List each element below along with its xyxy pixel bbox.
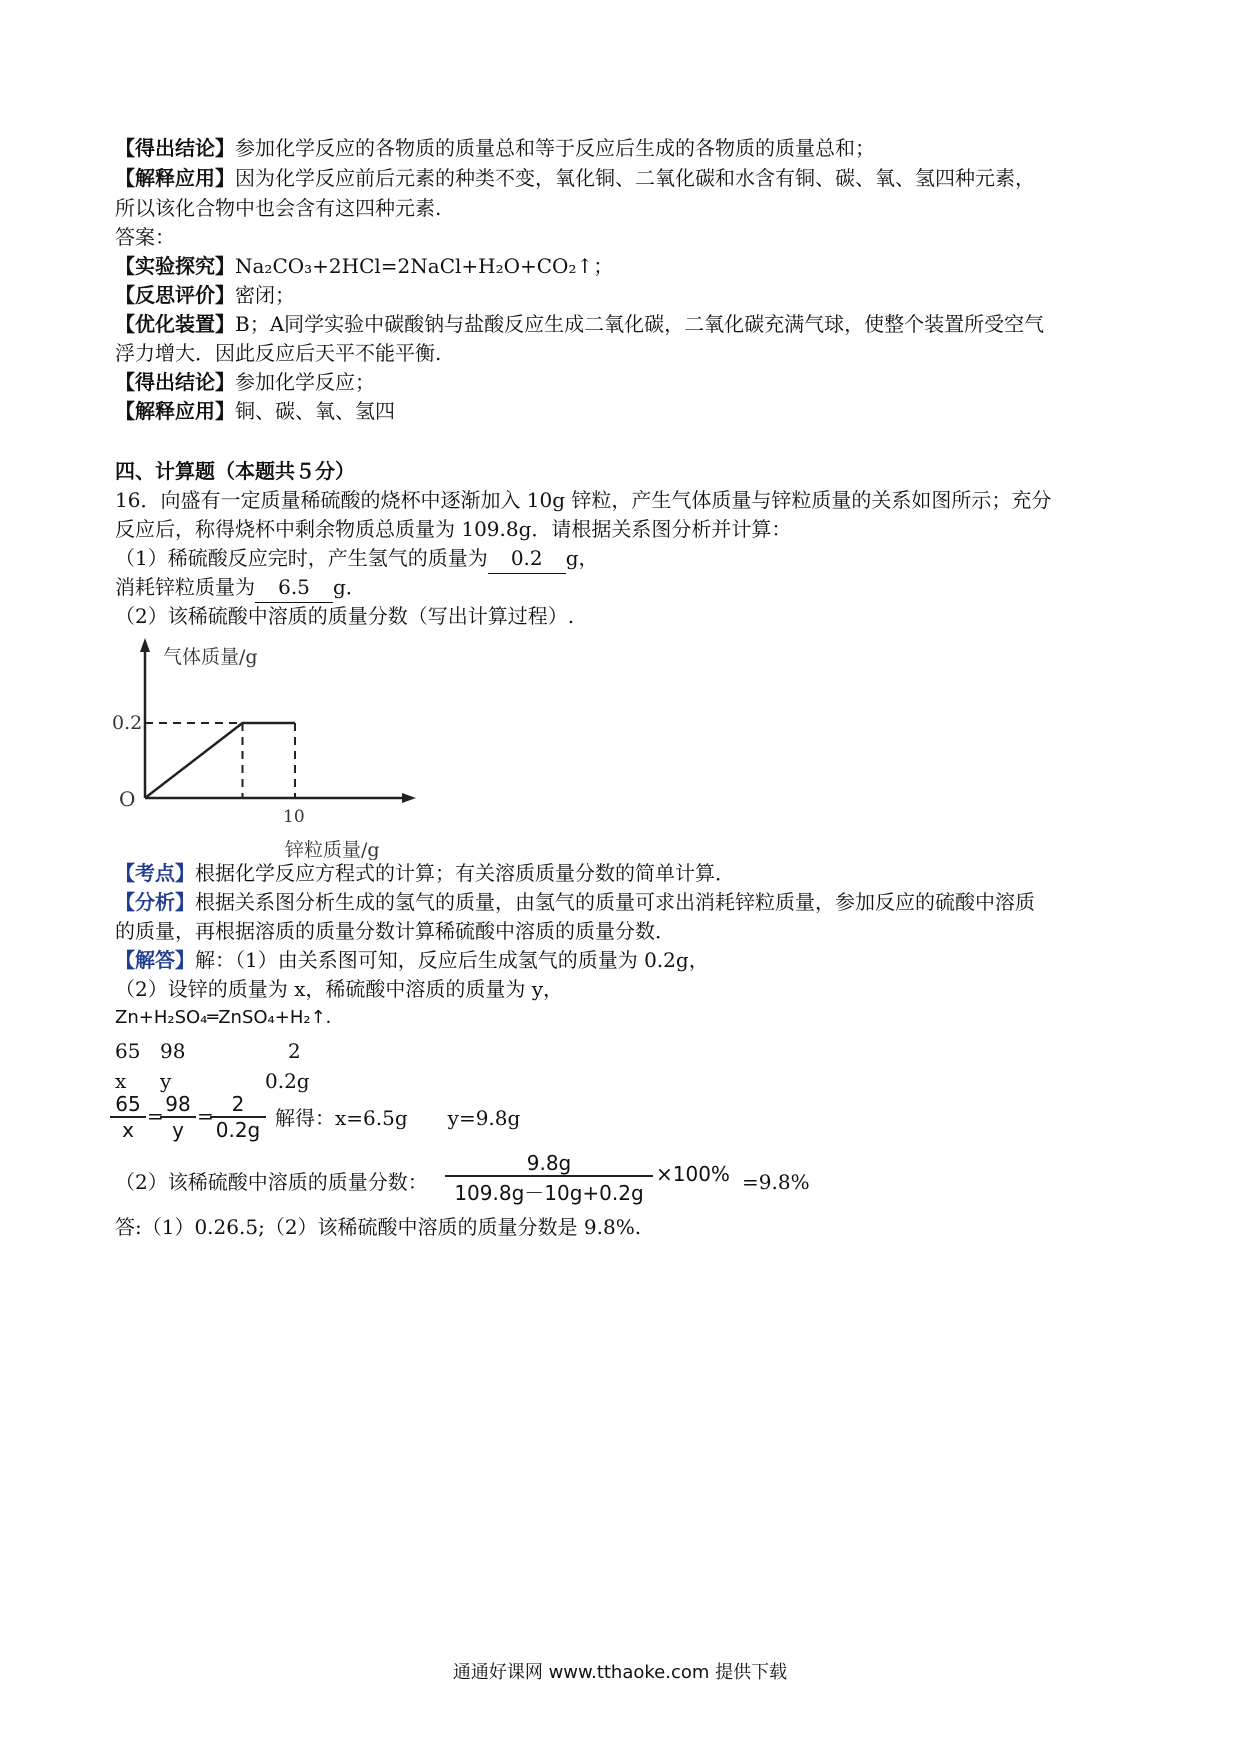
fraction-2-02g [210,1092,266,1142]
tag: 【得出结论】 [115,370,235,394]
numerator: 9.8g [445,1151,653,1177]
x-tick-label: 10 [283,807,305,827]
text: 参加化学反应的各物质的质量总和等于反应后生成的各物质的质量总和； [235,136,875,160]
mass-fraction-expression [445,1151,653,1206]
kaodian-line [115,858,735,888]
calc-result: =9.8% [742,1170,810,1194]
question-line-2: 反应后，称得烧杯中剩余物质总质量为 109.8g．请根据关系图分析并计算： [115,517,792,541]
x-axis-label: 锌粒质量/g [285,839,380,860]
text: Na₂CO₃+2HCl=2NaCl+H₂O+CO₂↑； [235,254,614,278]
mass-h2: 2 [288,1039,301,1063]
question-line-1: 16．向盛有一定质量稀硫酸的烧杯中逐渐加入 10g 锌粒，产生气体质量与锌粒质量的关系如图所示；充分 [115,488,1052,512]
times-100-percent: ×100% [656,1162,730,1186]
text: 参加化学反应； [235,370,375,394]
tag: 【实验探究】 [115,254,235,278]
jieda-tag: 【解答】 [115,948,195,972]
text: 密闭； [235,283,295,307]
mass-zn: 65 [115,1039,141,1063]
numerator: 65 [110,1092,146,1118]
footer-credit: 通通好课网 www.tthaoke.com 提供下载 [452,1662,788,1683]
reaction-equation: Zn+H₂SO₄═ZnSO₄+H₂↑． [115,1007,344,1028]
text: 因为化学反应前后元素的种类不变，氧化铜、二氧化碳和水含有铜、碳、氧、氢四种元素， [235,166,1035,190]
y-tick-label: 0.2 [112,712,143,734]
equals-sign: = [147,1104,164,1128]
molar-mass-row [115,1036,415,1066]
tag: 【解释应用】 [115,166,235,190]
q1b-answer-blank: 6.5 [255,572,333,603]
tag: 【解释应用】 [115,399,235,423]
series-line [145,723,295,798]
y-axis-arrow [140,638,150,652]
equals-sign: = [197,1104,214,1128]
answer-label: 答案： [115,225,175,249]
question-part-2: （2）该稀硫酸中溶质的质量分数（写出计算过程）. [115,604,575,628]
q1-post: g， [565,546,599,570]
x-axis-arrow [402,793,416,803]
tag: 【反思评价】 [115,283,235,307]
kaodian-tag: 【考点】 [115,861,195,885]
q1-pre: （1）稀硫酸反应完时，产生氢气的质量为 [115,546,488,570]
denominator: 0.2g [215,1118,261,1142]
text: 铜、碳、氧、氢四 [235,399,395,423]
tag: 【得出结论】 [115,136,235,160]
fenxi-tag: 【分析】 [115,890,195,914]
denominator: 109.8g－10g+0.2g [454,1181,644,1205]
final-answer: 答:（1）0.26.5;（2）该稀硫酸中溶质的质量分数是 9.8%. [115,1215,642,1239]
var-x: x [115,1069,127,1093]
application-line [115,163,1035,193]
mass-h2so4: 98 [160,1039,186,1063]
kaodian-text: 根据化学反应方程式的计算；有关溶质质量分数的简单计算． [195,861,735,885]
fenxi-line-cont: 的质量，再根据溶质的质量分数计算稀硫酸中溶质的质量分数． [115,919,675,943]
q1b-pre: 消耗锌粒质量为 [115,575,255,599]
fraction-65-x [110,1092,146,1142]
text: B；A同学实验中碳酸钠与盐酸反应生成二氧化碳，二氧化碳充满气球，使整个装置所受空气 [235,312,1045,336]
numerator: 98 [160,1092,196,1118]
denominator: y [172,1118,184,1142]
denominator: x [122,1118,134,1142]
fraction-98-y [160,1092,196,1142]
numerator: 2 [210,1092,266,1118]
question-part-1 [115,543,599,573]
q1-answer-blank: 0.2 [488,543,566,574]
answer-reflection [115,280,295,310]
var-h2: 0.2g [265,1069,310,1093]
jieda-line-2: （2）设锌的质量为 x，稀硫酸中溶质的质量为 y， [115,977,564,1001]
question-part-1b [115,572,366,602]
var-y: y [160,1069,172,1093]
jieda-text: 解：（1）由关系图可知，反应后生成氢气的质量为 0.2g， [195,948,709,972]
answer-conclusion [115,367,375,397]
y-axis-label: 气体质量/g [163,646,258,668]
application-line-cont: 所以该化合物中也会含有这四种元素. [115,196,442,220]
tag: 【优化装置】 [115,312,235,336]
fenxi-text: 根据关系图分析生成的氢气的质量，由氢气的质量可求出消耗锌粒质量，参加反应的硫酸中溶质 [195,890,1035,914]
section-heading: 四、计算题（本题共５分） [115,459,355,483]
q1b-post: g． [333,575,366,599]
solve-result: 解得：x=6.5g y=9.8g [275,1106,521,1130]
answer-application [115,396,395,426]
jieda-line [115,945,709,975]
conclusion-line [115,133,875,163]
fenxi-line [115,887,1035,917]
zinc-hydrogen-chart [110,630,440,860]
answer-experiment [115,251,613,281]
answer-optimize-cont: 浮力增大．因此反应后天平不能平衡. [115,341,442,365]
calc-label: （2）该稀硫酸中溶质的质量分数： [115,1170,428,1194]
origin-label: O [119,787,136,811]
answer-optimize [115,309,1044,339]
